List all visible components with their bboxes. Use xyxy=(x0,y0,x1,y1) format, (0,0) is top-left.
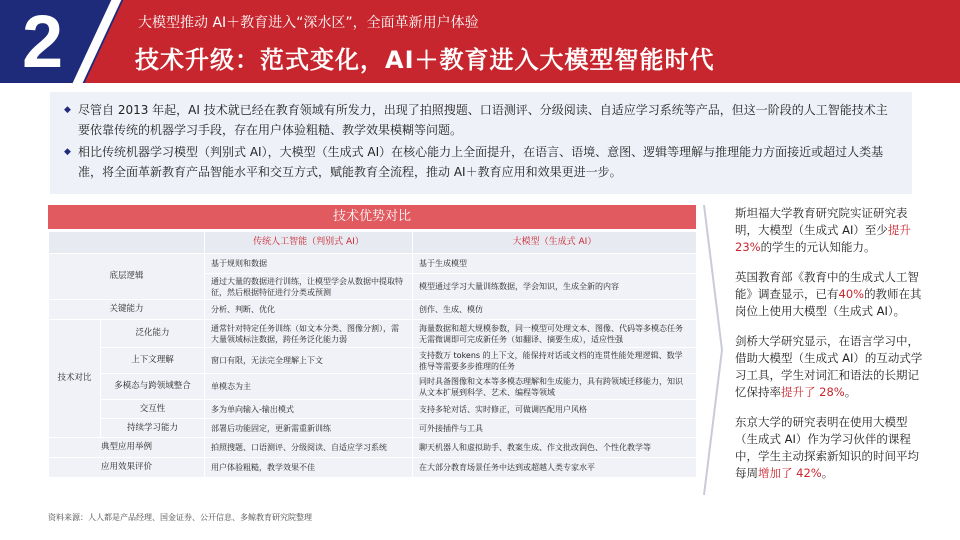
table-row xyxy=(49,254,697,274)
cell: 用户体验粗糙，教学效果不佳 xyxy=(205,458,413,478)
cell: 通过大量的数据进行训练，让模型学会从数据中提取特征，然后根据特征进行分类或预测 xyxy=(205,274,413,300)
table-row xyxy=(49,348,697,374)
diamond-icon: ◆ xyxy=(64,147,71,157)
section-number: 2 xyxy=(22,0,64,83)
cell: 聊天机器人和虚拟助手、教案生成、作文批改润色、个性化教学等 xyxy=(413,438,697,458)
row-label: 应用效果评价 xyxy=(49,458,205,478)
bullet-text: 尽管自 2013 年起，AI 技术就已经在教育领域有所发力，出现了拍照搜题、口语测评、分级阅读、自适应学习系统等产品，但这一阶段的人工智能技术主要依靠传统的机器学习手段，存在用户体验粗糙、教学效果模糊等问题。 xyxy=(78,103,888,137)
col-llm: 大模型（生成式 AI） xyxy=(413,232,697,254)
diamond-icon: ◆ xyxy=(64,105,71,115)
table-title: 技术优势对比 xyxy=(48,205,696,229)
fact-item xyxy=(735,269,925,320)
row-label: 交互性 xyxy=(101,400,205,419)
fact-item xyxy=(735,414,925,482)
table-row xyxy=(49,458,697,478)
fact-text: 。 xyxy=(844,385,857,399)
facts-panel xyxy=(735,205,925,495)
cell: 拍照搜题、口语测评、分级阅读、自适应学习系统 xyxy=(205,438,413,458)
cell: 海量数据和超大规模参数，同一模型可处理文本、图像、代码等多模态任务无需微调即可完成新任务（如翻译、摘要生成），适应性强 xyxy=(413,320,697,348)
cell: 支持数万 tokens 的上下文，能保持对话或文档的连贯性能处理逻辑、数学推导等需要多步推理的任务 xyxy=(413,348,697,374)
chevron-right-icon xyxy=(700,205,726,495)
group-label: 技术对比 xyxy=(49,320,101,438)
table-row xyxy=(49,300,697,320)
fact-item xyxy=(735,205,925,256)
cell: 部署后功能固定，更新需重新训练 xyxy=(205,419,413,438)
bullet-item xyxy=(64,100,898,140)
row-label: 关键能力 xyxy=(49,300,205,320)
fact-highlight: 提升了 28% xyxy=(781,385,845,399)
fact-item xyxy=(735,333,925,401)
source-note: 资料来源：人人都是产品经理、国金证券、公开信息、多鲸教育研究院整理 xyxy=(48,513,312,522)
cell: 单模态为主 xyxy=(205,374,413,400)
cell: 窗口有限，无法完全理解上下文 xyxy=(205,348,413,374)
row-label: 典型应用举例 xyxy=(49,438,205,458)
fact-highlight: 增加了 42% xyxy=(758,466,822,480)
cell: 分析、判断、优化 xyxy=(205,300,413,320)
fact-text: 英国教育部《教育中的生成式人工智能》调查显示，已有 xyxy=(735,270,919,301)
summary-box xyxy=(50,92,912,194)
fact-text: 的学生的元认知能力。 xyxy=(760,240,876,254)
fact-text: 剑桥大学研究显示，在语言学习中，借助大模型（生成式 AI）的互动式学习工具，学生对词汇和语法的长期记忆保持率 xyxy=(735,334,923,399)
cell: 基于生成模型 xyxy=(413,254,697,274)
bullet-item xyxy=(64,142,898,182)
row-label: 底层逻辑 xyxy=(49,254,205,300)
table-header-row xyxy=(49,232,697,254)
table-row xyxy=(49,374,697,400)
header-blank xyxy=(49,232,205,254)
row-label: 上下文理解 xyxy=(101,348,205,374)
table-row xyxy=(49,419,697,438)
cell: 基于规则和数据 xyxy=(205,254,413,274)
row-label: 持续学习能力 xyxy=(101,419,205,438)
cell: 通常针对特定任务训练（如文本分类、图像分割），需大量领域标注数据，跨任务泛化能力弱 xyxy=(205,320,413,348)
page-title: 技术升级：范式变化，AI＋教育进入大模型智能时代 xyxy=(135,46,715,74)
fact-text: 东京大学的研究表明在使用大模型（生成式 AI）作为学习伙伴的课程中，学生主动探索新知识的时间平均每周 xyxy=(735,415,919,480)
cell: 多为单向输入-输出模式 xyxy=(205,400,413,419)
fact-text: 斯坦福大学教育研究院实证研究表明，大模型（生成式 AI）至少 xyxy=(735,206,908,237)
fact-text: 的教师在其岗位上使用大模型（生成式 AI）。 xyxy=(735,287,922,318)
comparison-table xyxy=(48,231,697,478)
table-row xyxy=(49,400,697,419)
fact-text: 。 xyxy=(821,466,834,480)
cell: 同时具备图像和文本等多模态理解和生成能力，具有跨领域迁移能力，知识从文本扩展到科学、艺术、编程等领域 xyxy=(413,374,697,400)
header-banner xyxy=(0,0,960,83)
cell: 可外接插件与工具 xyxy=(413,419,697,438)
cell: 在大部分教育场景任务中达到或超越人类专家水平 xyxy=(413,458,697,478)
cell: 模型通过学习大量训练数据，学会知识，生成全新的内容 xyxy=(413,274,697,300)
fact-highlight: 40% xyxy=(838,287,865,301)
cell: 创作、生成、模仿 xyxy=(413,300,697,320)
cell: 支持多轮对话、实时修正，可做调匹配用户风格 xyxy=(413,400,697,419)
bullet-text: 相比传统机器学习模型（判别式 AI），大模型（生成式 AI）在核心能力上全面提升，在语言、语境、意图、逻辑等理解与推理能力方面接近或超过人类基准，将全面革新教育产品智能水平和交互方式，赋能教育全流程，推动 AI＋教育应用和效果更进一步。 xyxy=(78,145,884,179)
table-row xyxy=(49,320,697,348)
row-label: 多模态与跨领域整合 xyxy=(101,374,205,400)
col-traditional: 传统人工智能（判别式 AI） xyxy=(205,232,413,254)
table-row xyxy=(49,438,697,458)
row-label: 泛化能力 xyxy=(101,320,205,348)
page-subtitle: 大模型推动 AI＋教育进入“深水区”，全面革新用户体验 xyxy=(138,15,479,31)
fact-highlight: 提升23% xyxy=(735,223,911,254)
